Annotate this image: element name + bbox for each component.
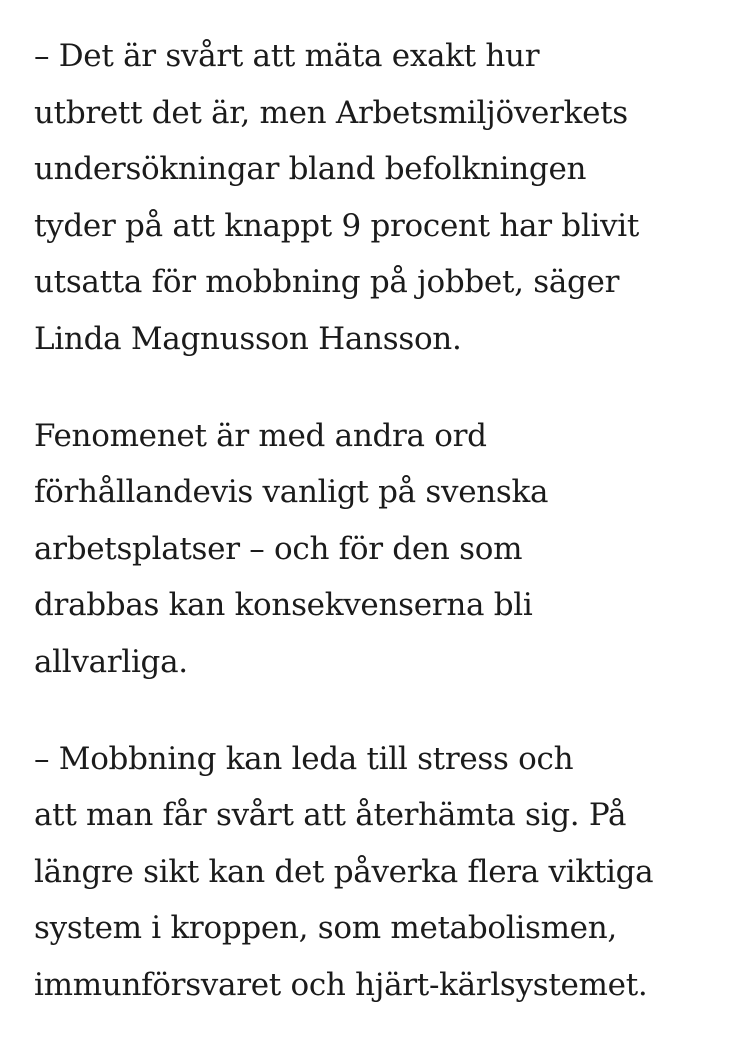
text-line: Fenomenet är med andra ord <box>34 417 487 454</box>
text-line: längre sikt kan det påverka flera viktiga <box>34 853 654 890</box>
article-body <box>34 28 746 1054</box>
text-line: arbetsplatser – och för den som <box>34 530 523 567</box>
text-line: förhållandevis vanligt på svenska <box>34 474 549 511</box>
text-line: – Det är svårt att mäta exakt hur <box>34 38 540 74</box>
text-line: tyder på att knappt 9 procent har blivit <box>34 207 640 244</box>
text-line: – Mobbning kan leda till stress och <box>34 740 574 777</box>
text-line: utsatta för mobbning på jobbet, säger <box>34 264 620 301</box>
text-line: utbrett det är, men Arbetsmiljöverkets <box>34 94 628 131</box>
text-line: undersökningar bland befolkningen <box>34 151 587 188</box>
paragraph-quote-consequences <box>34 731 746 1014</box>
paragraph-quote-prevalence <box>34 28 746 368</box>
text-line: att man får svårt att återhämta sig. På <box>34 797 627 834</box>
paragraph-phenomenon <box>34 408 746 691</box>
text-line: Linda Magnusson Hansson. <box>34 320 462 357</box>
text-line: allvarliga. <box>34 643 188 680</box>
text-line: immunförsvaret och hjärt-kärlsystemet. <box>34 966 648 1003</box>
text-line: system i kroppen, som metabolismen, <box>34 910 617 947</box>
text-line: drabbas kan konsekvenserna bli <box>34 587 533 624</box>
